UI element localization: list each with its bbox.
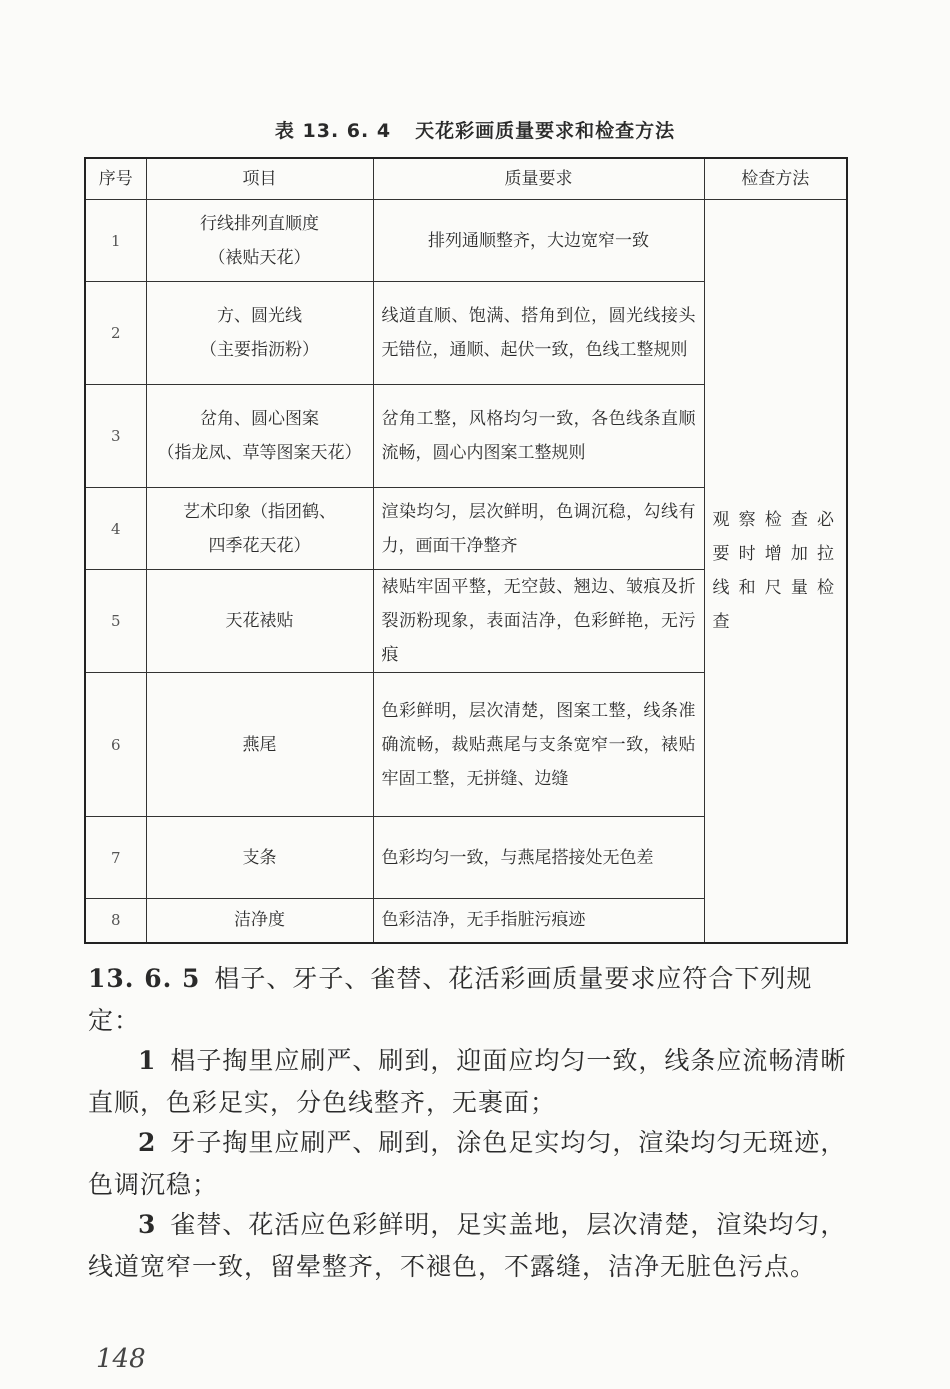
row-item [146,282,373,385]
row-number: 5 [85,570,146,673]
row-number: 1 [85,200,146,282]
item-main: 洁净度 [234,910,285,931]
header-no: 序号 [85,158,146,200]
item-number: 3 [138,1210,157,1239]
item-main: 支条 [242,847,277,868]
row-number: 4 [85,488,146,570]
page-number: 148 [96,1344,146,1374]
quality-table [84,157,848,944]
row-item [146,570,373,673]
header-requirement: 质量要求 [373,158,704,200]
item-main: 燕尾 [242,734,277,755]
item-sub: （指龙凤、草等图案天花） [157,443,362,463]
table-caption [0,116,950,143]
table-header-row [85,158,847,200]
row-item [146,899,373,943]
item-sub: （裱贴天花） [208,247,311,268]
row-item [146,385,373,488]
item-number: 1 [138,1046,157,1075]
row-requirement: 线道直顺、饱满、搭角到位，圆光线接头无错位，通顺、起伏一致，色线工整规则 [373,282,704,385]
row-requirement: 色彩洁净，无手指脏污痕迹 [373,899,704,943]
clause-heading [88,958,848,1042]
row-item [146,200,373,282]
row-number: 7 [85,817,146,899]
clause-item [88,1040,848,1124]
item-main: 艺术印象（指团鹤、 [183,501,336,522]
row-requirement: 排列通顺整齐，大边宽窄一致 [373,200,704,282]
table-number: 表 13. 6. 4 [274,120,392,142]
item-main: 方、圆光线 [217,306,302,326]
row-requirement: 色彩均匀一致，与燕尾搭接处无色差 [373,817,704,899]
row-item [146,817,373,899]
item-sub: （主要指沥粉） [200,340,319,360]
table-row [85,200,847,282]
item-main: 天花裱贴 [225,611,294,631]
row-number: 6 [85,673,146,817]
item-main: 岔角、圆心图案 [200,409,319,429]
clause-item [88,1204,848,1288]
clause-number: 13. 6. 5 [88,964,201,993]
table-title: 天花彩画质量要求和检查方法 [415,120,676,142]
row-requirement: 渲染均匀，层次鲜明，色调沉稳，勾线有力，画面干净整齐 [373,488,704,570]
clause-item [88,1122,848,1206]
row-requirement: 岔角工整，风格均匀一致，各色线条直顺流畅，圆心内图案工整规则 [373,385,704,488]
item-main: 行线排列直顺度 [200,213,319,234]
row-item [146,673,373,817]
item-sub: 四季花天花） [208,535,311,556]
row-number: 3 [85,385,146,488]
item-number: 2 [138,1128,157,1157]
header-item: 项目 [146,158,373,200]
item-text: 牙子掏里应刷严、刷到，涂色足实均匀，渲染均匀无斑迹，色调沉稳； [88,1128,847,1199]
inspection-method: 观察检查必要时增加拉线和尺量检查 [704,200,847,943]
row-number: 8 [85,899,146,943]
clause-text: 椙子、牙子、雀替、花活彩画质量要求应符合下列规定： [88,964,813,1035]
item-text: 雀替、花活应色彩鲜明，足实盖地，层次清楚，渲染均匀，线道宽窄一致，留晕整齐，不褪色，不露缝，洁净无脏色污点。 [88,1210,847,1281]
row-requirement: 裱贴牢固平整，无空鼓、翘边、皱痕及折裂沥粉现象，表面洁净，色彩鲜艳，无污痕 [373,570,704,673]
row-item [146,488,373,570]
header-method: 检查方法 [704,158,847,200]
item-text: 椙子掏里应刷严、刷到，迎面应均匀一致，线条应流畅清晰直顺，色彩足实，分色线整齐，无裹面； [88,1046,847,1117]
row-number: 2 [85,282,146,385]
row-requirement: 色彩鲜明，层次清楚，图案工整，线条准确流畅，裁贴燕尾与支条宽窄一致，裱贴牢固工整，无拼缝、边缝 [373,673,704,817]
